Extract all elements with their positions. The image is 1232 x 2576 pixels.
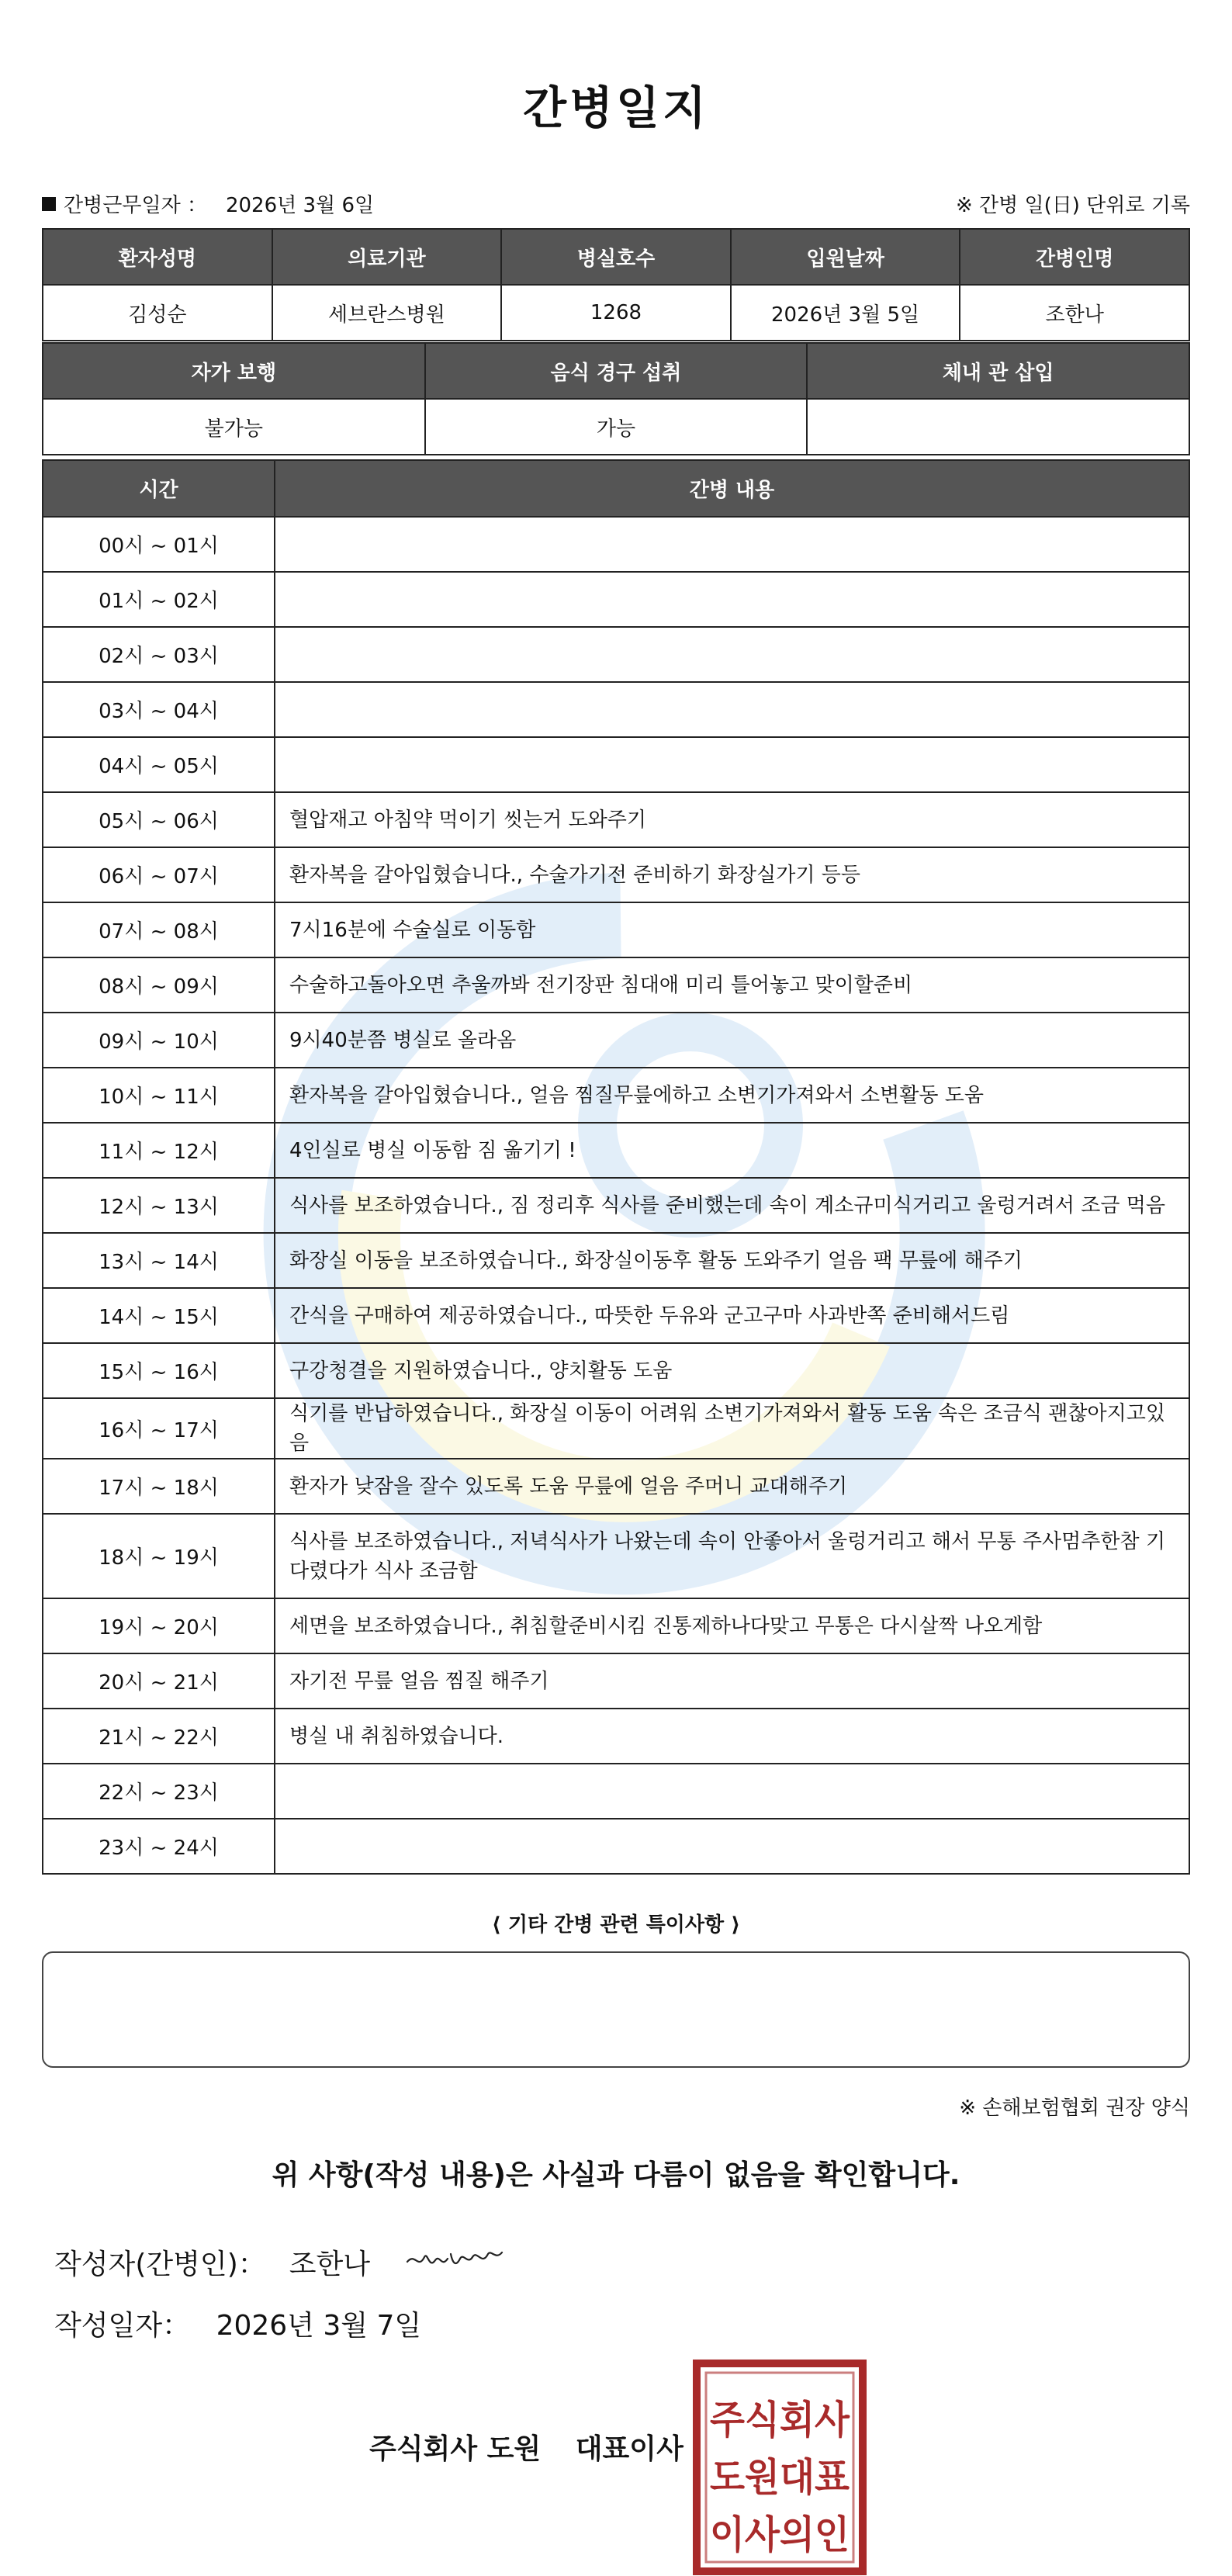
log-row	[43, 1459, 1189, 1514]
header-self-walking: 자가 보행	[43, 343, 425, 399]
log-row	[43, 1709, 1189, 1764]
header-oral-intake: 음식 경구 섭취	[425, 343, 808, 399]
log-content: 자기전 무릎 얼음 찜질 해주기	[275, 1653, 1189, 1709]
log-content	[275, 572, 1189, 627]
log-content: 혈압재고 아침약 먹이기 씻는거 도와주기	[275, 792, 1189, 847]
log-row	[43, 517, 1189, 572]
svg-text:이사의인: 이사의인	[710, 2512, 850, 2557]
log-content: 환자복을 갈아입혔습니다., 얼음 찜질무릎에하고 소변기가져와서 소변활동 도움	[275, 1068, 1189, 1123]
log-content: 수술하고돌아오면 추울까봐 전기장판 침대애 미리 틀어놓고 맞이할준비	[275, 957, 1189, 1013]
log-row	[43, 572, 1189, 627]
write-date-label: 작성일자：	[54, 2310, 191, 2342]
log-time: 01시 ~ 02시	[43, 572, 275, 627]
log-header-row	[43, 460, 1189, 517]
author-name: 조한나	[289, 2248, 371, 2280]
patient-status-value-row	[43, 399, 1189, 455]
log-time: 09시 ~ 10시	[43, 1013, 275, 1068]
write-date-row	[54, 2304, 421, 2343]
log-content	[275, 1764, 1189, 1819]
hospital-name: 세브란스병원	[272, 285, 502, 341]
log-time: 05시 ~ 06시	[43, 792, 275, 847]
header-admission-date: 입원날짜	[731, 229, 960, 285]
header-hospital: 의료기관	[272, 229, 502, 285]
log-row	[43, 627, 1189, 682]
log-time: 14시 ~ 15시	[43, 1288, 275, 1343]
log-row	[43, 1288, 1189, 1343]
handwritten-signature	[401, 2238, 510, 2285]
log-content	[275, 517, 1189, 572]
author-row	[54, 2238, 510, 2285]
svg-text:주식회사: 주식회사	[710, 2398, 850, 2443]
tube-insertion-value	[807, 399, 1189, 455]
log-content: 병실 내 취침하였습니다.	[275, 1709, 1189, 1764]
log-row	[43, 1598, 1189, 1653]
log-content	[275, 1819, 1189, 1874]
header-patient-name: 환자성명	[43, 229, 272, 285]
special-notes-box	[42, 1951, 1190, 2068]
confirmation-statement: 위 사항(작성 내용)은 사실과 다름이 없음을 확인합니다.	[272, 2159, 960, 2191]
log-time: 16시 ~ 17시	[43, 1398, 275, 1459]
log-time: 08시 ~ 09시	[43, 957, 275, 1013]
log-time: 22시 ~ 23시	[43, 1764, 275, 1819]
log-time: 20시 ~ 21시	[43, 1653, 275, 1709]
log-content: 세면을 보조하였습니다., 취침할준비시킴 진통제하나다맞고 무통은 다시살짝 나오게함	[275, 1598, 1189, 1653]
caregiver-name: 조한나	[960, 285, 1189, 341]
log-row	[43, 737, 1189, 792]
patient-name: 김성순	[43, 285, 272, 341]
page-title: 간병일지	[522, 81, 710, 134]
log-time: 06시 ~ 07시	[43, 847, 275, 902]
hourly-care-log-table	[42, 459, 1190, 1875]
log-time: 11시 ~ 12시	[43, 1123, 275, 1178]
log-row	[43, 1653, 1189, 1709]
log-row	[43, 1514, 1189, 1598]
special-notes-title: ⟨ 기타 간병 관련 특이사항 ⟩	[491, 1913, 741, 1937]
header-time: 시간	[43, 460, 275, 517]
log-content: 7시16분에 수술실로 이동함	[275, 902, 1189, 957]
patient-info-value-row	[43, 285, 1189, 341]
log-time: 02시 ~ 03시	[43, 627, 275, 682]
log-time: 07시 ~ 08시	[43, 902, 275, 957]
log-time: 18시 ~ 19시	[43, 1514, 275, 1598]
log-row	[43, 1178, 1189, 1233]
log-content: 화장실 이동을 보조하였습니다., 화장실이동후 활동 도와주기 얼음 팩 무릎에 해주기	[275, 1233, 1189, 1288]
log-content: 9시40분쯤 병실로 올라옴	[275, 1013, 1189, 1068]
log-content: 식사를 보조하였습니다., 저녁식사가 나왔는데 속이 안좋아서 울렁거리고 해서 무통 주사멈추한참 기다렸다가 식사 조금함	[275, 1514, 1189, 1598]
header-caregiver-name: 간병인명	[960, 229, 1189, 285]
log-time: 04시 ~ 05시	[43, 737, 275, 792]
patient-info-table	[42, 228, 1190, 341]
log-content: 간식을 구매하여 제공하였습니다., 따뜻한 두유와 군고구마 사과반쪽 준비해서드림	[275, 1288, 1189, 1343]
log-time: 15시 ~ 16시	[43, 1343, 275, 1398]
log-row	[43, 1233, 1189, 1288]
log-content: 환자복을 갈아입혔습니다., 수술가기전 준비하기 화장실가기 등등	[275, 847, 1189, 902]
log-row	[43, 957, 1189, 1013]
company-seal-stamp	[692, 2359, 867, 2576]
log-time: 21시 ~ 22시	[43, 1709, 275, 1764]
work-date	[42, 189, 374, 218]
log-content: 식기를 반납하였습니다., 화장실 이동이 어려워 소변기가져와서 활동 도움 속은 조금식 괜찮아지고있음	[275, 1398, 1189, 1459]
work-date-value: 2026년 3월 6일	[225, 194, 375, 217]
log-row	[43, 792, 1189, 847]
log-row	[43, 1343, 1189, 1398]
log-time: 12시 ~ 13시	[43, 1178, 275, 1233]
svg-text:도원대표: 도원대표	[710, 2455, 850, 2500]
log-row	[43, 682, 1189, 737]
log-row	[43, 1013, 1189, 1068]
log-content: 환자가 낮잠을 잘수 있도록 도움 무릎에 얼음 주머니 교대해주기	[275, 1459, 1189, 1514]
company-signature-line	[369, 2427, 683, 2467]
log-time: 03시 ~ 04시	[43, 682, 275, 737]
log-row	[43, 902, 1189, 957]
log-content	[275, 682, 1189, 737]
log-row	[43, 1068, 1189, 1123]
admission-date: 2026년 3월 5일	[731, 285, 960, 341]
self-walking-value: 불가능	[43, 399, 425, 455]
write-date-value: 2026년 3월 7일	[216, 2310, 422, 2342]
ceo-title: 대표이사	[575, 2433, 683, 2465]
log-row	[43, 1819, 1189, 1874]
header-care-content: 간병 내용	[275, 460, 1189, 517]
log-time: 23시 ~ 24시	[43, 1819, 275, 1874]
recommended-form-note: ※ 손해보험협회 권장 양식	[959, 2096, 1190, 2120]
work-date-label: 간병근무일자 ：	[64, 194, 207, 217]
patient-status-header-row	[43, 343, 1189, 399]
log-row	[43, 1398, 1189, 1459]
record-unit-note: ※ 간병 일(日) 단위로 기록	[955, 194, 1190, 217]
author-label: 작성자(간병인)：	[54, 2248, 266, 2280]
company-name: 주식회사 도원	[369, 2433, 542, 2465]
log-row	[43, 1764, 1189, 1819]
room-number: 1268	[501, 285, 731, 341]
header-tube-insertion: 체내 관 삽입	[807, 343, 1189, 399]
log-time: 19시 ~ 20시	[43, 1598, 275, 1653]
log-content: 구강청결을 지원하였습니다., 양치활동 도움	[275, 1343, 1189, 1398]
log-content	[275, 737, 1189, 792]
square-bullet-icon	[42, 197, 56, 211]
log-time: 13시 ~ 14시	[43, 1233, 275, 1288]
log-time: 17시 ~ 18시	[43, 1459, 275, 1514]
patient-info-header-row	[43, 229, 1189, 285]
header-room-number: 병실호수	[501, 229, 731, 285]
log-content: 식사를 보조하였습니다., 짐 정리후 식사를 준비했는데 속이 계소규미식거리고 울렁거려서 조금 먹음	[275, 1178, 1189, 1233]
log-time: 10시 ~ 11시	[43, 1068, 275, 1123]
log-content	[275, 627, 1189, 682]
log-time: 00시 ~ 01시	[43, 517, 275, 572]
log-row	[43, 847, 1189, 902]
log-row	[43, 1123, 1189, 1178]
patient-status-table	[42, 342, 1190, 455]
oral-intake-value: 가능	[425, 399, 808, 455]
log-content: 4인실로 병실 이동함 짐 옮기기 !	[275, 1123, 1189, 1178]
